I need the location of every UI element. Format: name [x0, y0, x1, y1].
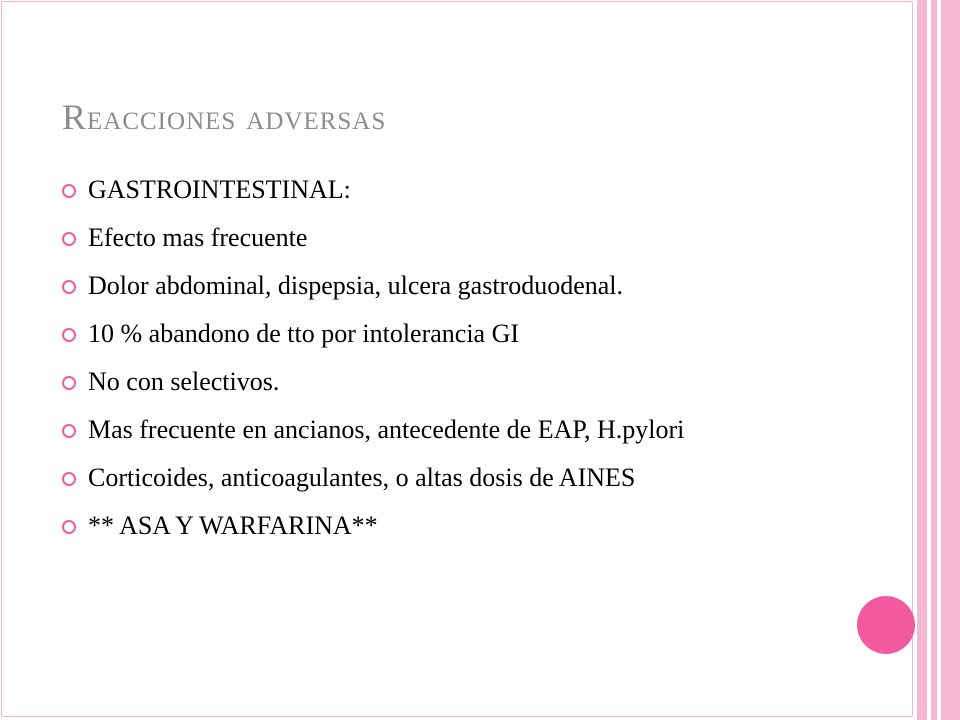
bullet-circle-icon [62, 184, 76, 198]
bullet-item [62, 462, 822, 494]
bullet-item [62, 222, 822, 254]
bullet-list [62, 174, 822, 558]
right-stripe-decoration [917, 0, 927, 720]
bullet-text: 10 % abandono de tto por intolerancia GI [88, 319, 520, 348]
bullet-item [62, 510, 822, 542]
pink-dot-icon [857, 596, 915, 654]
bullet-text: Dolor abdominal, dispepsia, ulcera gastroduodenal. [88, 271, 624, 300]
bullet-text: GASTROINTESTINAL: [88, 175, 351, 204]
bullet-item [62, 366, 822, 398]
bullet-text: Efecto mas frecuente [88, 223, 308, 252]
right-stripe-decoration [941, 0, 960, 720]
bullet-circle-icon [62, 424, 76, 438]
slide-title: Reacciones adversas [62, 97, 387, 137]
bullet-text: No con selectivos. [88, 367, 280, 396]
bullet-item [62, 270, 822, 302]
bullet-item [62, 174, 822, 206]
bullet-text: ** ASA Y WARFARINA** [88, 511, 378, 540]
bullet-item [62, 414, 822, 446]
bullet-circle-icon [62, 472, 76, 486]
bullet-item [62, 318, 822, 350]
bullet-circle-icon [62, 280, 76, 294]
bullet-circle-icon [62, 232, 76, 246]
bullet-text: Mas frecuente en ancianos, antecedente de EAP, H.pylori [88, 415, 685, 444]
bullet-circle-icon [62, 520, 76, 534]
bullet-circle-icon [62, 328, 76, 342]
bullet-circle-icon [62, 376, 76, 390]
bullet-text: Corticoides, anticoagulantes, o altas dosis de AINES [88, 463, 636, 492]
